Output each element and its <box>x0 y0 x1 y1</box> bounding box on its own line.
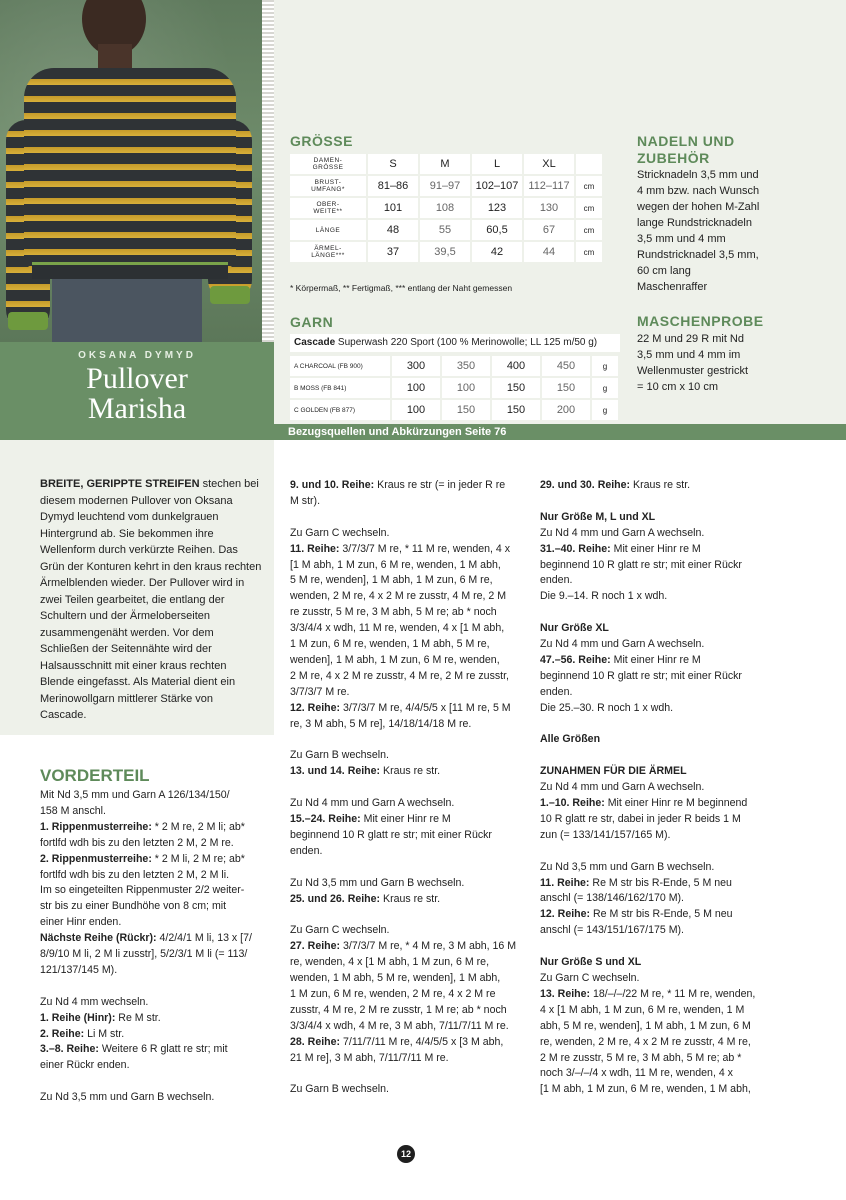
instruction-line: 4 x [1 M abh, 1 M zun, 6 M re, wenden, 1 M <box>540 1003 745 1016</box>
instruction-line: ZUNAHMEN FÜR DIE ÄRMEL <box>540 765 687 778</box>
instruction-line: 2. Rippenmusterreihe: * 2 M li, 2 M re; ab* <box>40 852 245 865</box>
instruction-line: einer Rückr enden. <box>40 1059 130 1072</box>
instruction-line: 28. Reihe: 7/11/7/11 M re, 4/4/5/5 x [3 M abh, <box>290 1035 504 1048</box>
instruction-line: 2 M re zusstr, 5 M re, 3 M abh, 5 M re; ab * <box>540 1051 742 1064</box>
instruction-line: 1.–10. Reihe: Mit einer Hinr re M beginnend <box>540 797 748 810</box>
instruction-line: Nur Größe S und XL <box>540 956 642 969</box>
instructions-column-2 <box>290 478 530 1098</box>
instruction-line: 1. Rippenmusterreihe: * 2 M re, 2 M li; ab* <box>40 820 245 833</box>
instruction-line: Zu Nd 4 mm und Garn A wechseln. <box>540 638 705 651</box>
pattern-title: Pullover Marisha <box>86 362 188 425</box>
instruction-line: 2 M re, 4 x 2 M re zusstr, 4 M re, 2 M re zusstr, <box>290 669 509 682</box>
instruction-line: Mit Nd 3,5 mm und Garn A 126/134/150/ <box>40 789 230 801</box>
instruction-line: fortlfd wdh bis zu den letzten 2 M, 2 M re. <box>40 836 234 849</box>
instruction-line: Zu Garn B wechseln. <box>290 1083 389 1096</box>
nadeln-heading: NADELN UND ZUBEHÖR <box>637 133 735 166</box>
instruction-line: Nächste Reihe (Rückr): 4/2/4/1 M li, 13 x [7/ <box>40 932 252 945</box>
instruction-line: 12. Reihe: 3/7/3/7 M re, 4/4/5/5 x [11 M re, 5 M <box>290 701 511 714</box>
instruction-line: Zu Nd 3,5 mm und Garn B wechseln. <box>540 860 715 873</box>
instruction-line: noch 3/–/–/4 x wdh, 11 M re, wenden, 4 x <box>540 1067 733 1080</box>
instruction-line: 2. Reihe: Li M str. <box>40 1027 125 1040</box>
instruction-line: 31.–40. Reihe: Mit einer Hinr re M <box>540 542 701 555</box>
size-table <box>288 152 604 264</box>
table-row: C GOLDEN (FB 877) 100 150 150 200 g <box>290 400 618 420</box>
groesse-heading: GRÖSSE <box>290 133 353 149</box>
instruction-line: Nur Größe XL <box>540 622 609 635</box>
instruction-line: wenden], 1 M abh, 1 M zun, 6 M re, wenden, <box>290 653 500 666</box>
instruction-line: 13. und 14. Reihe: Kraus re str. <box>290 765 441 778</box>
instruction-line: zun (= 133/141/157/165 M). <box>540 828 671 841</box>
instruction-line: re, wenden, 4 x [1 M abh, 1 M zun, 6 M re, <box>290 956 490 969</box>
instruction-line: 25. und 26. Reihe: Kraus re str. <box>290 892 441 905</box>
instruction-line: 5 M re, wenden], 1 M abh, 1 M zun, 6 M re, <box>290 574 493 587</box>
page-number: 12 <box>397 1145 415 1163</box>
instruction-line: enden. <box>540 685 573 698</box>
size-note: * Körpermaß, ** Fertigmaß, *** entlang der Naht gemessen <box>290 283 513 293</box>
table-row: A CHARCOAL (FB 900) 300 350 400 450 g <box>290 356 618 376</box>
instruction-line: [1 M abh, 1 M zun, 6 M re, wenden, 1 M abh, <box>290 558 501 571</box>
instruction-line: enden. <box>290 844 323 857</box>
instruction-line: Die 9.–14. R noch 1 x wdh. <box>540 590 668 603</box>
instruction-line: [1 M abh, 1 M zun, 6 M re, wenden, 1 M abh, <box>540 1083 751 1096</box>
maschenprobe-heading: MASCHENPROBE <box>637 313 764 329</box>
instruction-line: 8/9/10 M li, 2 M li zusstr], 5/2/3/1 M li (= 113/ <box>40 948 248 961</box>
instruction-line: wenden, 1 M abh, 5 M re, wenden], 1 M abh, <box>290 972 501 985</box>
instruction-line: 21 M re], 3 M abh, 7/11/7/11 M re. <box>290 1051 449 1064</box>
instruction-line: Zu Garn B wechseln. <box>290 749 389 762</box>
instruction-line: 3.–8. Reihe: Weitere 6 R glatt re str; mit <box>40 1043 228 1056</box>
maschenprobe-text: 22 M und 29 R mit Nd 3,5 mm und 4 mm im Wellenmuster gestrickt = 10 cm x 10 cm <box>637 333 749 393</box>
table-row: LÄNGE 48 55 60,5 67 cm <box>290 220 602 240</box>
table-row: B MOSS (FB 841) 100 100 150 150 g <box>290 378 618 398</box>
instruction-line: 27. Reihe: 3/7/3/7 M re, * 4 M re, 3 M abh, 16 M <box>290 940 517 953</box>
instruction-line: 12. Reihe: Re M str bis R-Ende, 5 M neu <box>540 908 733 921</box>
instruction-line: beginnend 10 R glatt re str; mit einer Rückr <box>540 558 742 571</box>
table-row: BRUST- UMFANG* 81–86 91–97 102–107 112–117 cm <box>290 176 602 196</box>
instruction-line: Zu Garn C wechseln. <box>290 526 390 539</box>
table-row: ÄRMEL- LÄNGE*** 37 39,5 42 44 cm <box>290 242 602 262</box>
instructions-column-1 <box>40 788 272 1106</box>
instruction-line: wenden, 2 M re, 4 x 2 M re zusstr, 4 M re, 2 M <box>290 590 507 603</box>
instruction-line: Zu Nd 4 mm und Garn A wechseln. <box>540 526 705 539</box>
instruction-line: Zu Nd 3,5 mm und Garn B wechseln. <box>40 1091 215 1104</box>
title-block <box>0 342 274 440</box>
vorderteil-heading: VORDERTEIL <box>40 766 150 785</box>
instruction-line: re zusstr, 5 M re, 3 M abh, 5 M re; ab * noch <box>290 606 497 619</box>
instruction-line: anschl (= 138/146/162/170 M). <box>540 892 684 905</box>
instruction-line: Zu Nd 4 mm und Garn A wechseln. <box>290 797 455 810</box>
instruction-line: enden. <box>540 574 573 587</box>
intro-box <box>0 440 274 735</box>
instruction-line: anschl (= 143/151/167/175 M). <box>540 924 684 937</box>
instruction-line: 11. Reihe: 3/7/3/7 M re, * 11 M re, wenden, 4 x <box>290 542 511 555</box>
designer-name: OKSANA DYMYD <box>78 350 196 361</box>
pullover-photo <box>0 0 262 342</box>
instruction-line: re, wenden, 2 M re, 4 x 2 M re zusstr, 4 M re, <box>540 1035 751 1048</box>
yarn-description: Cascade Superwash 220 Sport (100 % Merinowolle; LL 125 m/50 g) <box>290 334 620 352</box>
instruction-line: Zu Nd 4 mm wechseln. <box>40 995 149 1008</box>
instruction-line: fortlfd wdh bis zu den letzten 2 M, 2 M li. <box>40 868 230 881</box>
instruction-line: 158 M anschl. <box>40 804 106 817</box>
instruction-line: Im so eingeteilten Rippenmuster 2/2 weiter- <box>40 884 245 897</box>
instruction-line: re, 3 M abh, 5 M re], 14/18/14/18 M re. <box>290 717 472 730</box>
instruction-line: zusstr, 4 M re, 2 M re zusstr, 1 M re; ab * noch <box>290 1003 507 1016</box>
instruction-line: 1. Reihe (Hinr): Re M str. <box>40 1011 161 1024</box>
instruction-line: 121/137/145 M). <box>40 963 118 976</box>
instruction-line: 3/7/3/7 M re. <box>290 685 350 698</box>
instruction-line: Zu Garn C wechseln. <box>540 972 640 984</box>
instruction-line: 9. und 10. Reihe: Kraus re str (= in jeder R re <box>290 479 506 491</box>
nadeln-text: Stricknadeln 3,5 mm und 4 mm bzw. nach Wunsch wegen der hohen M-Zahl lange Rundstricknadeln 3,5 mm und 4 mm Rundstricknadel 3,5 mm, 60 cm lang Maschenraffer <box>637 169 760 293</box>
bezugsquellen-bar: Bezugsquellen und Abkürzungen Seite 76 <box>274 424 846 440</box>
instruction-line: 11. Reihe: Re M str bis R-Ende, 5 M neu <box>540 876 732 889</box>
instruction-line: einer Hinr enden. <box>40 916 122 929</box>
instruction-line: 47.–56. Reihe: Mit einer Hinr re M <box>540 653 701 666</box>
instruction-line: 29. und 30. Reihe: Kraus re str. <box>540 479 691 491</box>
instruction-line: 3/3/4/4 x wdh, 11 M re, wenden, 4 x [1 M abh, <box>290 622 505 635</box>
intro-text: BREITE, GERIPPTE STREIFEN stechen bei diesem modernen Pullover von Oksana Dymyd leuchtend vom dunkelgrauen Hintergrund ab. Sie bekommen ihre Wellenform durch verkürzte Reihen. Das Grün der Konturen kehrt in den kraus rechten Ärmelblenden wieder. Der Pullover wird in zwei Teilen gearbeitet, die entlang der Schultern und der Ärmeloberseiten zusammengenäht werden. Vor dem Schließen der Seitennähte wird der Halsausschnitt mit einer kraus rechten Blende eingefasst. Als Material dient ein Merinowollgarn mittlerer Stärke von Cascade. <box>40 478 262 721</box>
instruction-line: 1 M zun, 6 M re, wenden, 1 M abh, 5 M re, <box>290 638 490 651</box>
instruction-line: 10 R glatt re str, dabei in jeder R beids 1 M <box>540 812 741 825</box>
garn-heading: GARN <box>290 314 334 330</box>
instruction-line: 15.–24. Reihe: Mit einer Hinr re M <box>290 812 451 825</box>
table-row: OBER- WEITE** 101 108 123 130 cm <box>290 198 602 218</box>
table-row: DAMEN- GRÖSSE S M L XL <box>290 154 602 174</box>
instruction-line: Nur Größe M, L und XL <box>540 510 656 523</box>
instruction-line: str bis zu einer Bundhöhe von 8 cm; mit <box>40 900 227 913</box>
instruction-line: Die 25.–30. R noch 1 x wdh. <box>540 701 674 714</box>
instruction-line: beginnend 10 R glatt re str; mit einer Rückr <box>540 669 742 682</box>
instruction-line: M str). <box>290 494 321 507</box>
instruction-line: 3/3/4/4 x wdh, 4 M re, 3 M abh, 7/11/7/11 M re. <box>290 1019 509 1032</box>
instruction-line: Zu Garn C wechseln. <box>290 924 390 937</box>
instruction-line: Zu Nd 3,5 mm und Garn B wechseln. <box>290 876 465 889</box>
instructions-column-3 <box>540 478 780 1098</box>
instruction-line: Alle Größen <box>540 733 601 746</box>
instruction-line: beginnend 10 R glatt re str; mit einer Rückr <box>290 828 492 841</box>
instruction-line: abh, 5 M re, wenden], 1 M abh, 1 M zun, 6 M <box>540 1019 751 1032</box>
instruction-line: Zu Nd 4 mm und Garn A wechseln. <box>540 781 705 794</box>
instruction-line: 13. Reihe: 18/–/–/22 M re, * 11 M re, wenden, <box>540 987 756 1000</box>
yarn-table <box>288 354 620 422</box>
instruction-line: 1 M zun, 6 M re, wenden, 2 M re, 4 x 2 M re <box>290 987 496 1000</box>
